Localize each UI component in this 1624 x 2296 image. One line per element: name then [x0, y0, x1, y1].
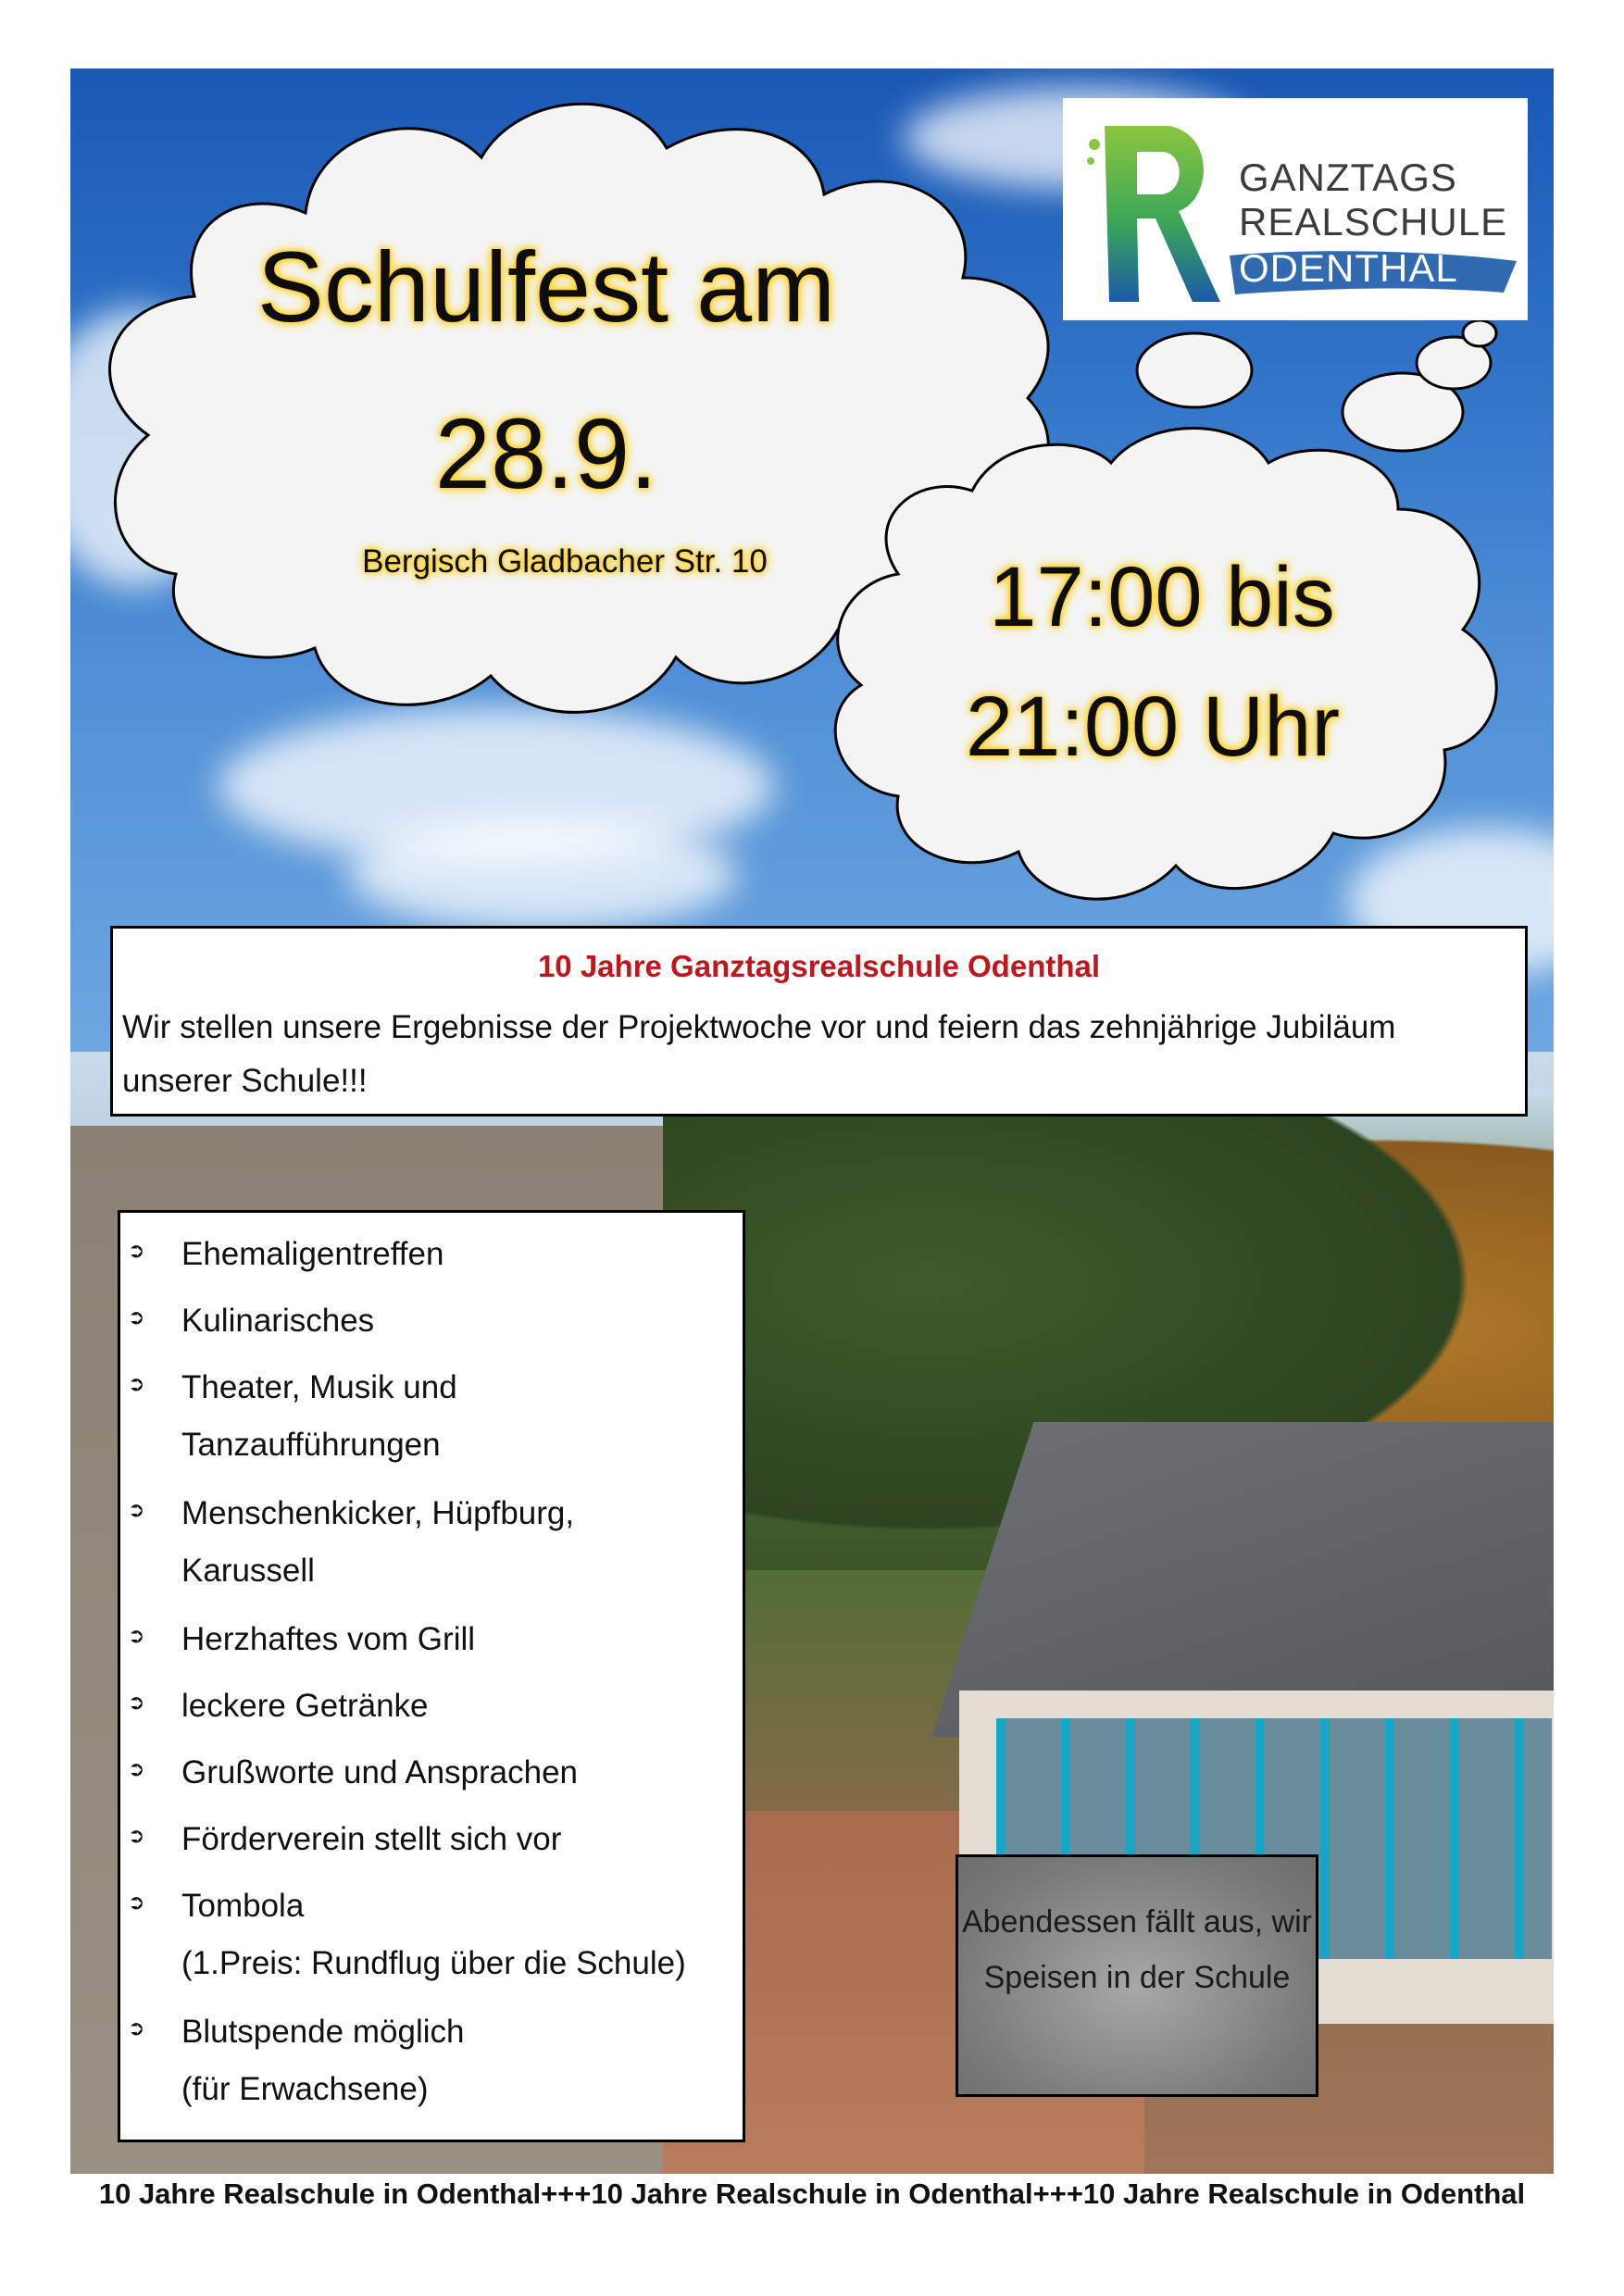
event-address: Bergisch Gladbacher Str. 10: [362, 543, 768, 580]
event-date: 28.9.: [434, 397, 658, 509]
arrow-bullet-icon: ➲: [128, 1624, 145, 1647]
logo-text-odenthal: ODENTHAL: [1239, 246, 1458, 290]
logo-text-realschule: REALSCHULE: [1239, 200, 1508, 243]
arrow-bullet-icon: ➲: [128, 1305, 145, 1329]
arrow-bullet-icon: ➲: [128, 1372, 145, 1395]
activity-list: [118, 1210, 745, 2142]
cloud-puff-1: [1137, 333, 1252, 407]
list-item-label: Kulinarisches: [181, 1303, 375, 1339]
list-item-label: Ehemaligentreffen: [181, 1236, 444, 1272]
event-time-start: 17:00 bis: [989, 550, 1335, 644]
info-title: 10 Jahre Ganztagsrealschule Odenthal: [537, 949, 1101, 983]
arrow-bullet-icon: ➲: [128, 1691, 145, 1714]
list-item-label: Grußworte und Ansprachen: [181, 1754, 579, 1791]
arrow-bullet-icon: ➲: [128, 1498, 145, 1521]
dinner-note: [956, 1854, 1318, 2097]
arrow-bullet-icon: ➲: [128, 1239, 145, 1262]
logo-r-mark: [1081, 107, 1220, 311]
arrow-bullet-icon: ➲: [128, 1757, 145, 1780]
info-box: [110, 926, 1528, 1117]
info-text: Wir stellen unsere Ergebnisse der Projektwoche vor und feiern das zehnjährige Jubiläum unserer Schule!!!: [122, 1009, 1396, 1099]
logo-text-ganztags: GANZTAGS: [1239, 156, 1457, 199]
event-title: Schulfest am: [256, 231, 836, 343]
list-item-label: Tombola (1.Preis: Rundflug über die Schule): [181, 1888, 686, 1981]
photo-roof: [931, 1422, 1554, 1737]
school-logo: [1063, 98, 1528, 320]
arrow-bullet-icon: ➲: [128, 1824, 145, 1847]
list-item-label: Förderverein stellt sich vor: [181, 1821, 562, 1857]
list-item-label: leckere Getränke: [181, 1688, 429, 1724]
list-item-label: Blutspende möglich (für Erwachsene): [181, 2014, 465, 2107]
list-item-label: Menschenkicker, Hüpfburg, Karussell: [181, 1495, 575, 1589]
cloud-puff-4: [1463, 320, 1496, 346]
event-time-end: 21:00 Uhr: [965, 680, 1341, 774]
arrow-bullet-icon: ➲: [128, 1890, 145, 1914]
dinner-note-text: Abendessen fällt aus, wir Speisen in der Schule: [962, 1904, 1312, 1995]
time-cloud: [835, 429, 1496, 900]
footer-ticker: 10 Jahre Realschule in Odenthal+++10 Jahre Realschule in Odenthal+++10 Jahre Realschule in Odenthal: [98, 2177, 1526, 2210]
arrow-bullet-icon: ➲: [128, 2016, 145, 2040]
list-item-label: Theater, Musik und Tanzaufführungen: [181, 1369, 457, 1463]
list-item-label: Herzhaftes vom Grill: [181, 1621, 476, 1657]
